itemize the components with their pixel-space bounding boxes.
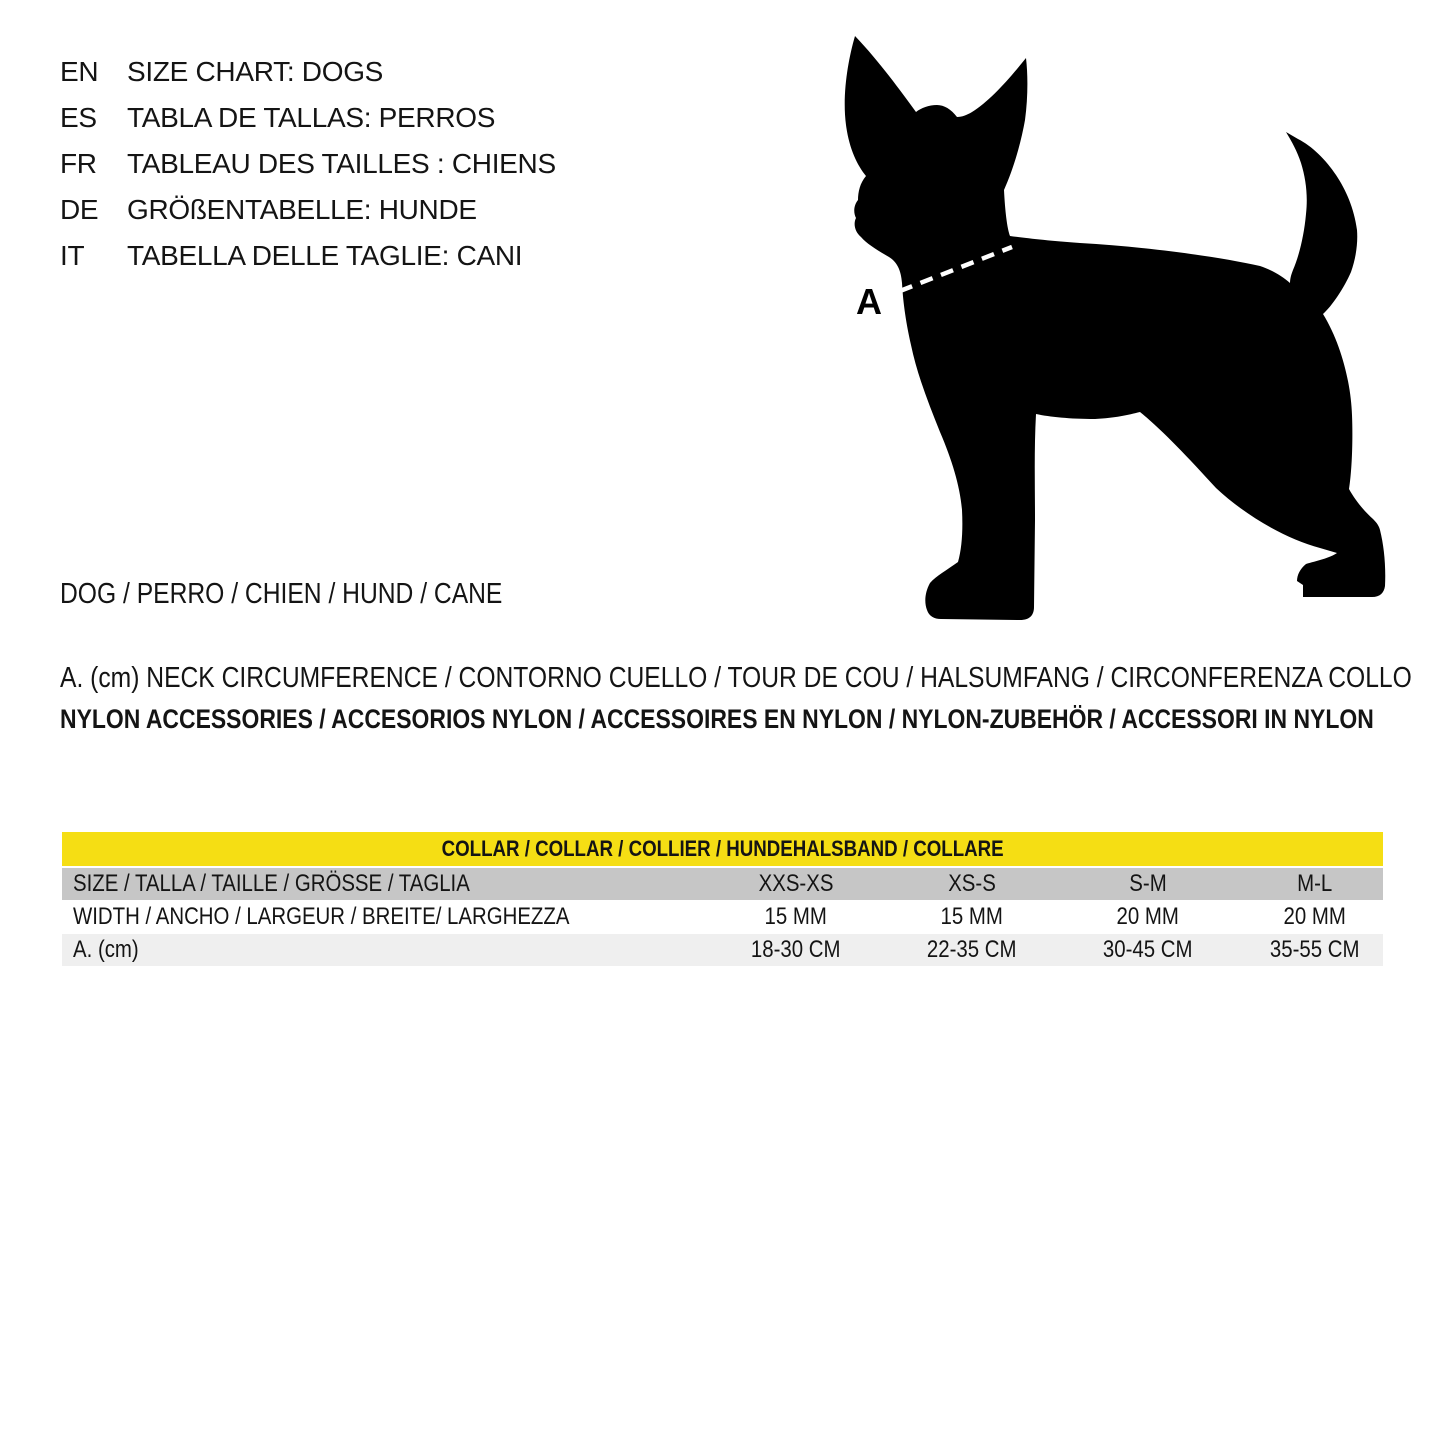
title-row-fr [60,141,556,187]
neck-cell [1236,936,1394,964]
size-cell [708,870,884,898]
language-code: EN [60,56,99,87]
width-value: 15 MM [764,903,828,930]
neck-value: 22-35 CM [927,936,1017,963]
note-nylon-accessories-text: NYLON ACCESSORIES / ACCESORIOS NYLON / ACCESSOIRES EN NYLON / NYLON-ZUBEHÖR / ACCESSORI IN NYLON [60,704,1374,734]
neck-cell [708,936,884,964]
chihuahua-silhouette [845,36,1386,620]
row-label-cell [62,903,708,931]
neck-value: 18-30 CM [751,936,841,963]
note-neck-circumference-text: A. (cm) NECK CIRCUMFERENCE / CONTORNO CUELLO / TOUR DE COU / HALSUMFANG / CIRCONFERENZA COLLO [60,662,1412,694]
language-code: IT [60,240,85,271]
width-cell [708,903,884,931]
width-cell [1060,903,1236,931]
row-label-text: SIZE / TALLA / TAILLE / GRÖSSE / TAGLIA [73,870,470,897]
figure-caption-text: DOG / PERRO / CHIEN / HUND / CANE [60,578,503,610]
figure-caption [60,579,580,609]
size-cell [884,870,1060,898]
title-row-it [60,233,556,279]
width-value: 15 MM [940,903,1004,930]
neck-cell [1060,936,1236,964]
width-cell [1236,903,1394,931]
note-nylon-accessories [60,704,1445,734]
row-label-cell [62,870,708,898]
title-text: TABLEAU DES TAILLES : CHIENS [127,148,556,179]
language-code: DE [60,194,99,225]
row-label-text: A. (cm) [73,936,139,963]
width-value: 20 MM [1283,903,1347,930]
collar-size-table [62,832,1383,966]
width-value: 20 MM [1116,903,1180,930]
size-value: S-M [1129,870,1167,897]
table-header-collar [62,832,1383,866]
size-value: XS-S [948,870,996,897]
language-title-block [60,49,556,279]
title-text: TABELLA DELLE TAGLIE: CANI [127,240,523,271]
title-row-en [60,49,556,95]
row-label-cell [62,936,708,964]
dog-silhouette-figure [835,25,1395,625]
language-code: ES [60,102,97,133]
table-header-text: COLLAR / COLLAR / COLLIER / HUNDEHALSBAND / COLLARE [441,836,1004,861]
measure-marker-a: A [856,281,882,322]
title-row-de [60,187,556,233]
size-value: M-L [1297,870,1333,897]
size-cell [1236,870,1394,898]
neck-value: 35-55 CM [1270,936,1360,963]
language-code: FR [60,148,97,179]
table-row-neck [62,934,1383,966]
size-cell [1060,870,1236,898]
note-neck-circumference [60,663,1445,693]
title-text: SIZE CHART: DOGS [127,56,384,87]
table-row-size [62,868,1383,900]
neck-cell [884,936,1060,964]
table-row-width [62,900,1383,934]
title-text: TABLA DE TALLAS: PERROS [127,102,496,133]
width-cell [884,903,1060,931]
title-row-es [60,95,556,141]
size-value: XXS-XS [758,870,834,897]
neck-value: 30-45 CM [1103,936,1193,963]
title-text: GRÖßENTABELLE: HUNDE [127,194,477,225]
row-label-text: WIDTH / ANCHO / LARGEUR / BREITE/ LARGHEZZA [73,903,570,930]
